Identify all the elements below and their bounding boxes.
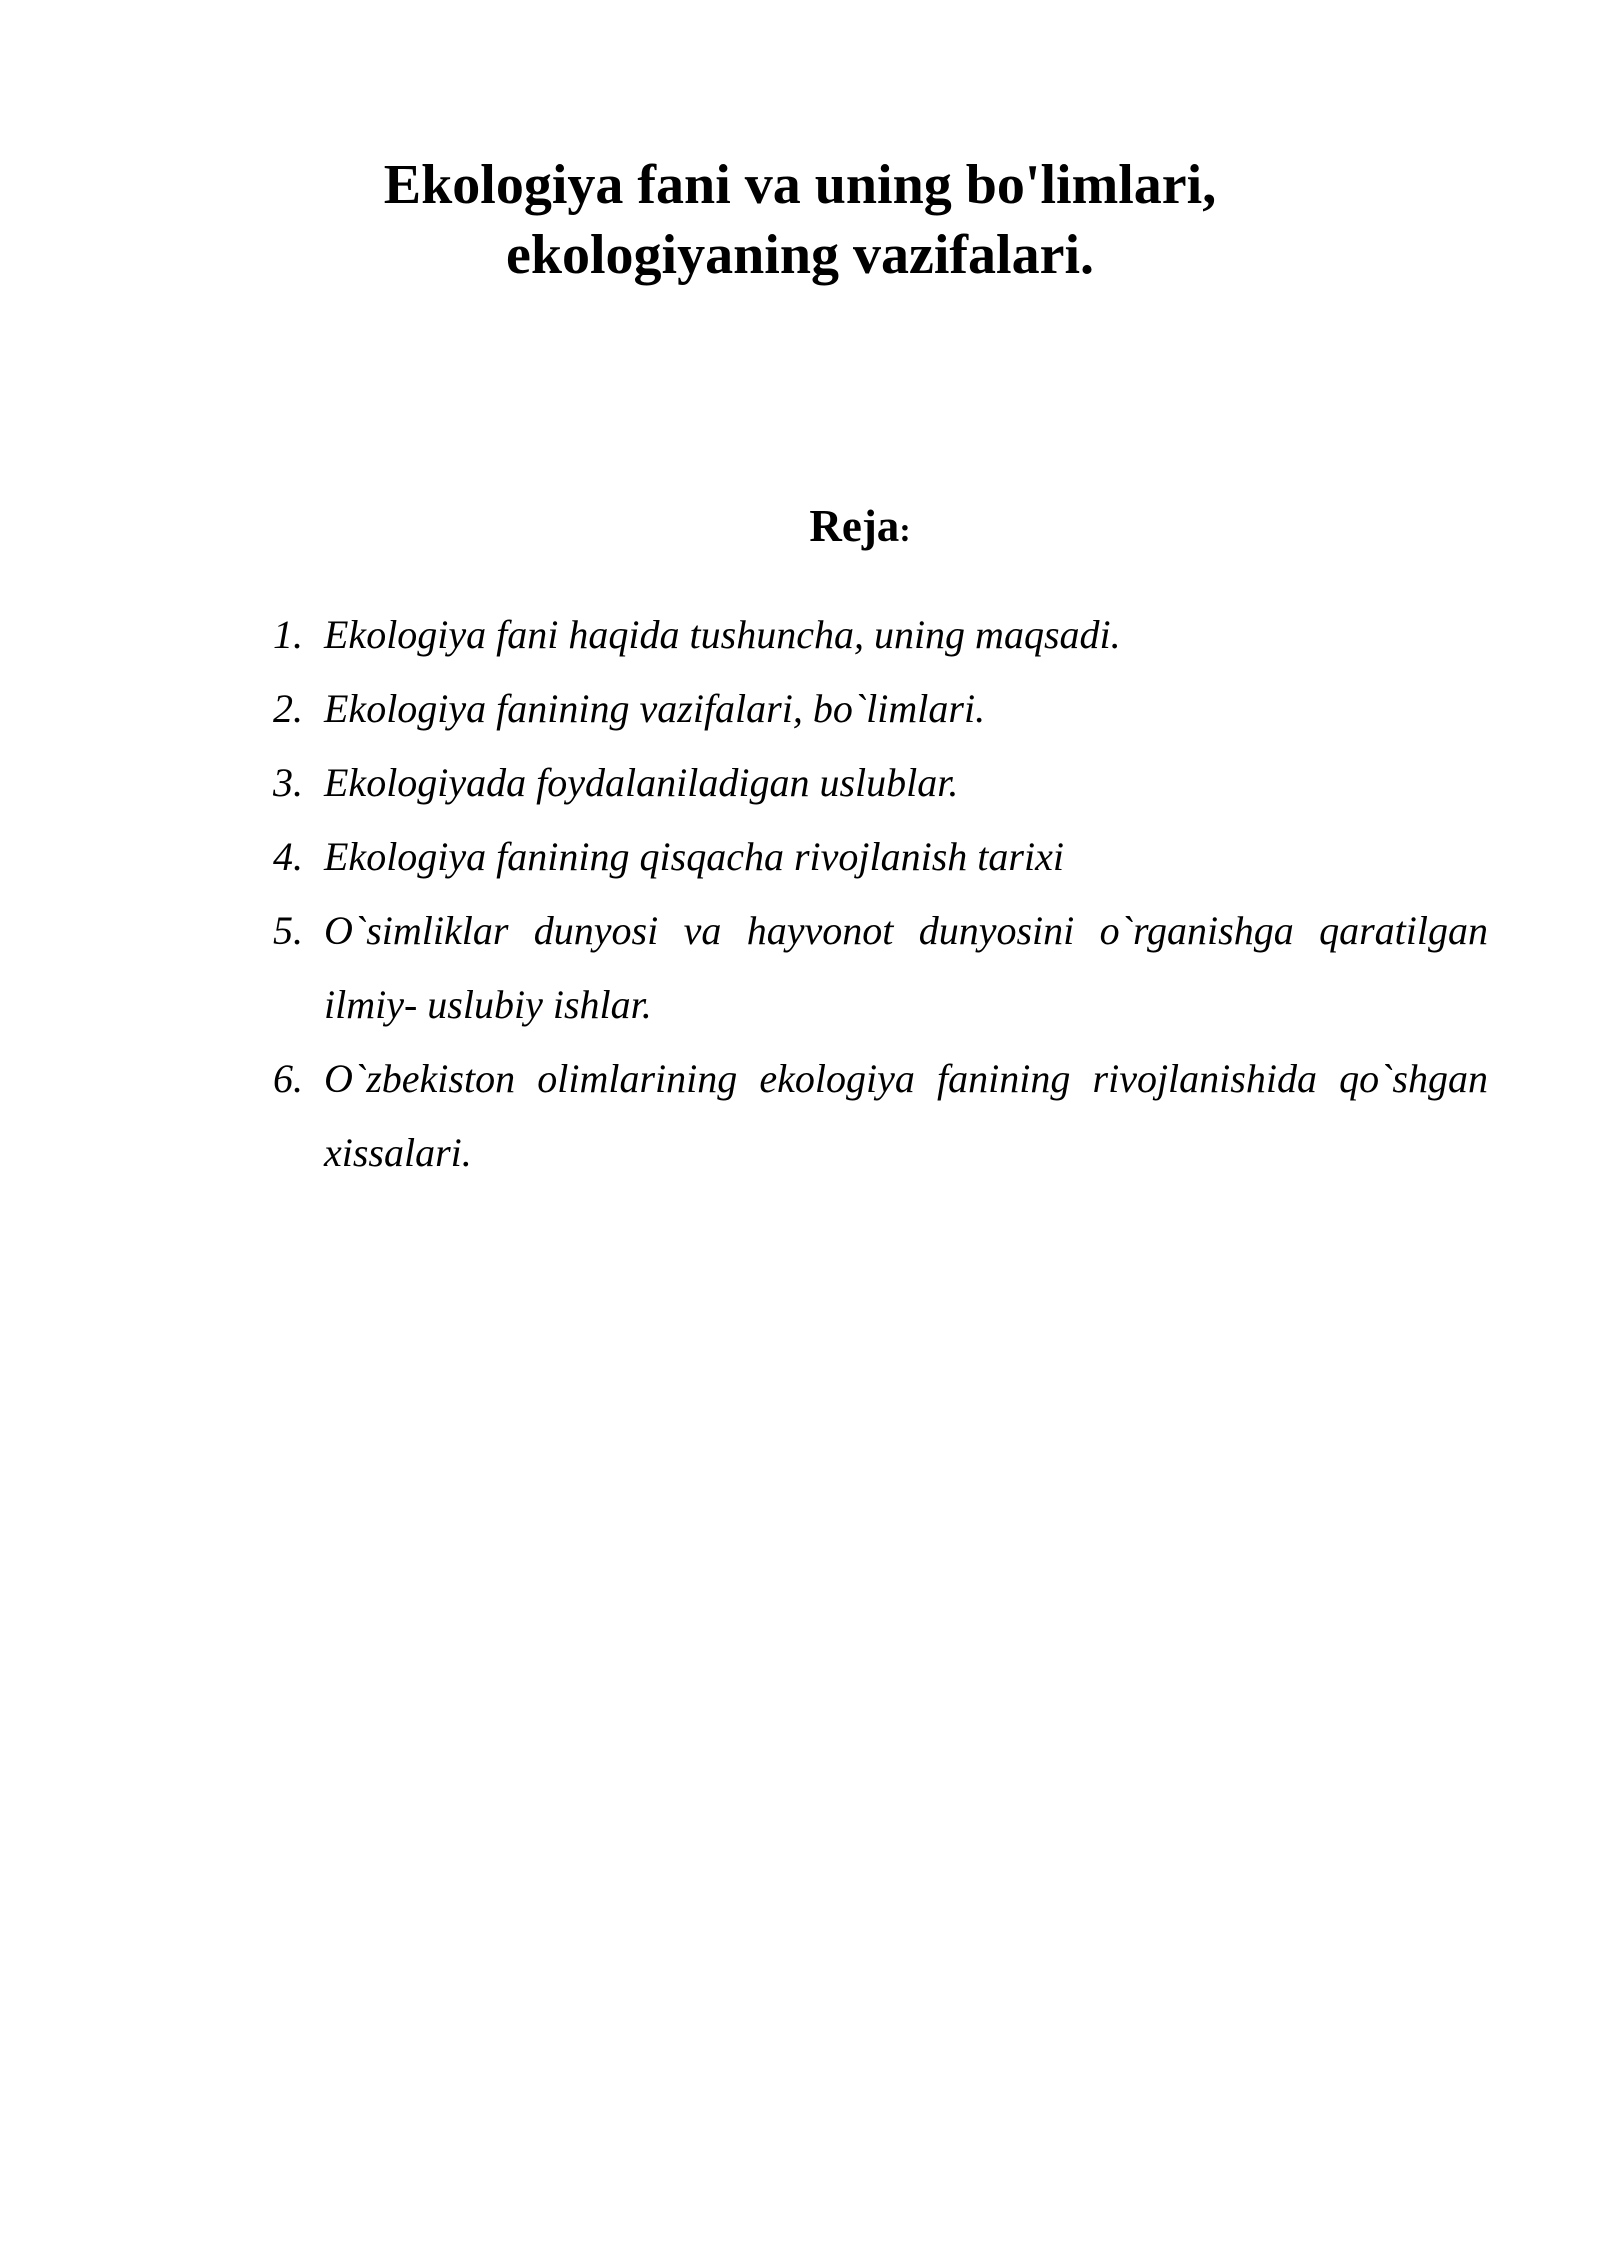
plan-item-number: 5. xyxy=(273,908,303,953)
document-title-line-1: Ekologiya fani va uning bo'limlari, xyxy=(383,154,1217,216)
plan-item-4 xyxy=(273,820,1488,894)
plan-list xyxy=(273,598,1488,1190)
plan-item-text: O`zbekiston olimlarining ekologiya fanining rivojlanishida qo`shgan xissalari. xyxy=(324,1056,1488,1175)
plan-item-number: 3. xyxy=(273,760,303,805)
plan-heading-word: Reja xyxy=(809,501,900,551)
plan-item-text: O`simliklar dunyosi va hayvonot dunyosini o`rganishga qaratilgan ilmiy- uslubiy ishlar. xyxy=(324,908,1488,1027)
document-title-line-2: ekologiyaning vazifalari. xyxy=(506,224,1094,286)
plan-item-1 xyxy=(273,598,1488,672)
plan-item-2 xyxy=(273,672,1488,746)
plan-item-6 xyxy=(273,1042,1488,1190)
plan-heading xyxy=(0,498,1600,559)
plan-item-5 xyxy=(273,894,1488,1042)
plan-item-number: 6. xyxy=(273,1056,303,1101)
plan-heading-colon: : xyxy=(899,512,911,549)
document-title xyxy=(0,150,1600,290)
plan-item-number: 2. xyxy=(273,686,303,731)
plan-item-text: Ekologiya fanining vazifalari, bo`limlari. xyxy=(324,686,986,731)
plan-item-text: Ekologiya fani haqida tushuncha, uning maqsadi. xyxy=(324,612,1121,657)
plan-item-number: 4. xyxy=(273,834,303,879)
plan-item-text: Ekologiyada foydalaniladigan uslublar. xyxy=(324,760,959,805)
plan-item-text: Ekologiya fanining qisqacha rivojlanish tarixi xyxy=(324,834,1064,879)
plan-item-3 xyxy=(273,746,1488,820)
plan-item-number: 1. xyxy=(273,612,303,657)
